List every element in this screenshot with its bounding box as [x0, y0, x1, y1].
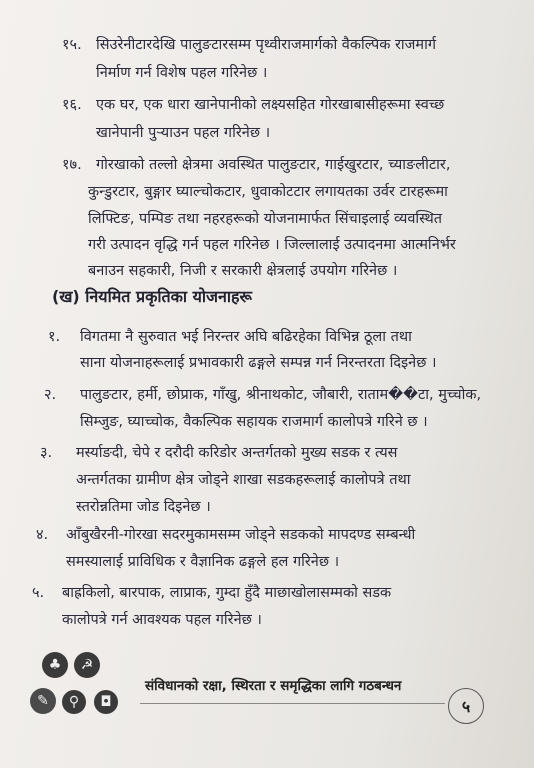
tree-icon: ♣: [42, 652, 68, 678]
item-line: गरी उत्पादन वृद्धि गर्न पहल गरिनेछ । जिल्लालाई उत्पादनमा आत्मनिर्भर: [88, 237, 456, 253]
item-line: आँबुखैरनी-गोरखा सदरमुकामसम्म जोड्ने सडकको मापदण्ड सम्बन्धी: [66, 527, 416, 543]
item-number: १.: [48, 329, 61, 345]
item-number: १५.: [62, 37, 82, 53]
item-line: अन्तर्गतका ग्रामीण क्षेत्र जोड्ने शाखा सडकहरूलाई कालोपत्रे तथा: [76, 472, 411, 488]
pen-icon: ✎: [30, 688, 56, 714]
section-heading: (ख) नियमित प्रकृतिका योजनाहरू: [52, 287, 252, 306]
item-number: ५.: [32, 585, 45, 601]
item-line: मर्स्याङदी, चेपे र दरौदी करिडोर अन्तर्गतको मुख्य सडक र त्यस: [76, 445, 398, 461]
bicycle-icon: ⚲: [62, 690, 86, 714]
item-line: समस्यालाई प्राविधिक र वैज्ञानिक ढङ्गले हल गरिनेछ ।: [66, 554, 340, 570]
item-line: साना योजनाहरूलाई प्रभावकारी ढङ्गले सम्पन्न गर्न निरन्तरता दिइनेछ ।: [80, 355, 437, 371]
item-line: विगतमा नै सुरुवात भई निरन्तर अघि बढिरहेका विभिन्न ठूला तथा: [80, 329, 412, 345]
item-line: लिफ्टिङ, पम्पिङ तथा नहरहरूको योजनामार्फत सिंचाइलाई व्यवस्थित: [88, 211, 443, 227]
item-number: ४.: [36, 527, 49, 543]
item-line: गोरखाको तल्लो क्षेत्रमा अवस्थित पालुङटार, गाईखुरटार, च्याङलीटार,: [96, 157, 451, 173]
item-line: सिउरेनीटारदेखि पालुङटारसम्म पृथ्वीराजमार्गको वैकल्पिक राजमार्ग: [96, 37, 437, 53]
item-line: पालुङटार, हर्मी, छोप्राक, गाँखु, श्रीनाथकोट, जौबारी, राताम��टा, मुच्चोक,: [80, 387, 482, 403]
hammer-sickle-icon: ☭: [74, 652, 100, 678]
item-number: १७.: [62, 157, 82, 173]
item-line: स्तरोन्नतिमा जोड दिइनेछ ।: [76, 499, 211, 515]
footer-divider: [140, 703, 445, 704]
item-line: कुन्डुरटार, बुङ्गार घ्याल्चोकटार, धुवाकोटटार लगायतका उर्वर टारहरूमा: [88, 184, 448, 200]
item-number: २.: [44, 387, 57, 403]
item-line: बाह्रकिलो, बारपाक, लाप्राक, गुम्दा हुँदै माछाखोलासम्मको सडक: [62, 585, 392, 601]
page-number: ५: [448, 688, 484, 724]
item-line: बनाउन सहकारी, निजी र सरकारी क्षेत्रलाई उपयोग गरिनेछ ।: [88, 263, 398, 279]
item-line: एक घर, एक धारा खानेपानीको लक्ष्यसहित गोरखाबासीहरूमा स्वच्छ: [96, 97, 445, 113]
item-number: ३.: [40, 445, 53, 461]
item-line: कालोपत्रे गर्न आवश्यक पहल गरिनेछ ।: [62, 612, 262, 628]
item-line: निर्माण गर्न विशेष पहल गरिनेछ ।: [96, 65, 268, 81]
item-number: १६.: [62, 97, 82, 113]
item-line: खानेपानी पुऱ्याउन पहल गरिनेछ ।: [96, 125, 271, 141]
item-line: सिम्जुङ, घ्याच्चोक, वैकल्पिक सहायक राजमार्ग कालोपत्रे गरिने छ ।: [80, 414, 428, 430]
footer-slogan: संविधानको रक्षा, स्थिरता र समृद्धिका लागि गठबन्धन: [145, 678, 402, 694]
bucket-icon: ◘: [94, 690, 118, 714]
